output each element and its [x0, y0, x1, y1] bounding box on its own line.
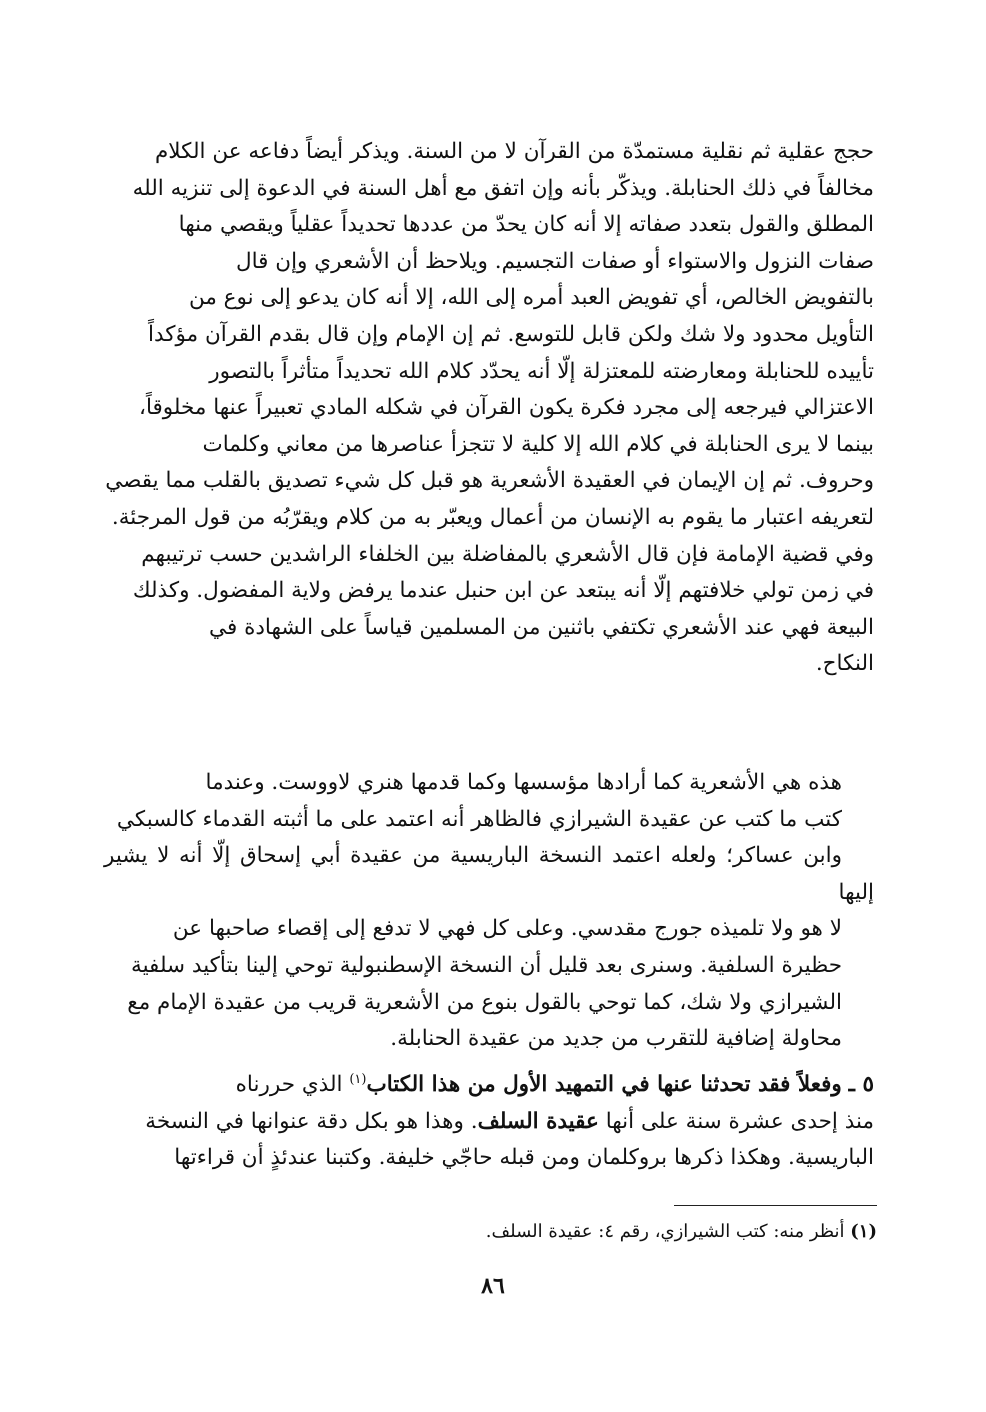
text-span: الذي حررناه: [235, 1072, 350, 1097]
footnote-marker: (١): [850, 1221, 877, 1242]
text-line: لا هو ولا تلميذه جورج مقدسي. وعلى كل فهي لا تدفع إلى إقصاء صاحبها عن: [172, 916, 842, 942]
text-line: بينما لا يرى الحنابلة في كلام الله إلا كلية لا تتجزأ عناصرها من معاني وكلمات: [202, 431, 874, 457]
text-line: هذه هي الأشعرية كما أرادها مؤسسها وكما قدمها هنري لاووست. وعندما: [205, 770, 842, 795]
text-line: الاعتزالي فيرجعه إلى مجرد فكرة يكون القرآن في شكله المادي تعبيراً عنها مخلوقاً،: [139, 395, 874, 421]
text-span: منذ إحدى عشرة سنة على أنها: [598, 1108, 874, 1134]
text-line: البيعة فهي عند الأشعري تكتفي باثنين من المسلمين قياساً على الشهادة في: [209, 614, 874, 640]
text-line: كتب ما كتب عن عقيدة الشيرازي فالظاهر أنه اعتمد على ما أثبته القدماء كالسبكي: [116, 806, 842, 832]
text-line: حظيرة السلفية. وسنرى بعد قليل أن النسخة الإسطنبولية توحي إلينا بتأكيد سلفية: [131, 952, 842, 978]
paragraph-3: [104, 1067, 874, 1177]
footnote-text: أنظر منه: كتب الشيرازي، رقم ٤: عقيدة السلف.: [485, 1221, 851, 1242]
text-line: المطلق والقول بتعدد صفاته إلا أنه كان يحدّ من عددها تحديداً عقلياً ويقصي منها: [178, 212, 874, 238]
text-line: [104, 1104, 874, 1141]
text-line: صفات النزول والاستواء أو صفات التجسيم. ويلاحظ أن الأشعري وإن قال: [236, 248, 874, 274]
text-line: محاولة إضافية للتقرب من جديد من عقيدة الحنابلة.: [390, 1026, 842, 1052]
page-number: ٨٦: [481, 1273, 505, 1299]
text-line: بالتفويض الخالص، أي تفويض العبد أمره إلى الله، إلا أنه كان يدعو إلى نوع من: [188, 285, 874, 311]
footnote: [300, 1217, 877, 1247]
text-line: [104, 1067, 874, 1104]
text-line: لتعريفه اعتبار ما يقوم به الإنسان من أعمال ويعبّر به من كلام ويقرّبُه من قول المرجئة.: [111, 504, 874, 530]
text-line: الباريسية. وهكذا ذكرها بروكلمان ومن قبله حاجّي خليفة. وكتبنا عندئذٍ أن قراءتها: [174, 1145, 874, 1171]
text-line: في زمن تولي خلافتهم إلّا أنه يبتعد عن ابن حنبل عندما يرفض ولاية المفضول. وكذلك: [132, 578, 874, 604]
text-line: وفي قضية الإمامة فإن قال الأشعري بالمفاضلة بين الخلفاء الراشدين حسب ترتيبهم: [141, 541, 874, 567]
text-line: وحروف. ثم إن الإيمان في العقيدة الأشعرية هو قبل كل شيء تصديق بالقلب مما يقصي: [105, 468, 874, 494]
text-line: وابن عساكر؛ ولعله اعتمد النسخة الباريسية من عقيدة أبي إسحاق إلّا أنه لا يشير إليها: [104, 843, 874, 905]
text-line: مخالفاً في ذلك الحنابلة. ويذكّر بأنه وإن اتفق مع أهل السنة في الدعوة إلى تنزيه الله: [132, 175, 874, 201]
footnote-divider: [674, 1205, 877, 1206]
section-number: ٥ ـ: [848, 1072, 874, 1097]
text-line: تأييده للحنابلة ومعارضته للمعتزلة إلّا أنه يحدّد كلام الله تحديداً متأثراً بالتصور: [209, 358, 874, 384]
text-line: حجج عقلية ثم نقلية مستمدّة من القرآن لا من السنة. ويذكر أيضاً دفاعه عن الكلام: [154, 139, 874, 164]
paragraph-2: [104, 765, 874, 1058]
text-line: الشيرازي ولا شك، كما توحي بالقول بنوع من الأشعرية قريب من عقيدة الإمام مع: [127, 989, 842, 1015]
text-span: . وهذا هو بكل دقة عنوانها في النسخة: [145, 1108, 478, 1134]
text-line: النكاح.: [815, 651, 874, 677]
paragraph-1: [104, 134, 874, 683]
footnote-reference[interactable]: (١): [349, 1071, 367, 1087]
text-span: وفعلاً فقد تحدثنا عنها في التمهيد الأول من هذا الكتاب: [366, 1072, 842, 1097]
book-title-emphasis: عقيدة السلف: [477, 1108, 599, 1134]
text-line: التأويل محدود ولا شك ولكن قابل للتوسع. ثم إن الإمام وإن قال بقدم القرآن مؤكداً: [148, 321, 874, 347]
